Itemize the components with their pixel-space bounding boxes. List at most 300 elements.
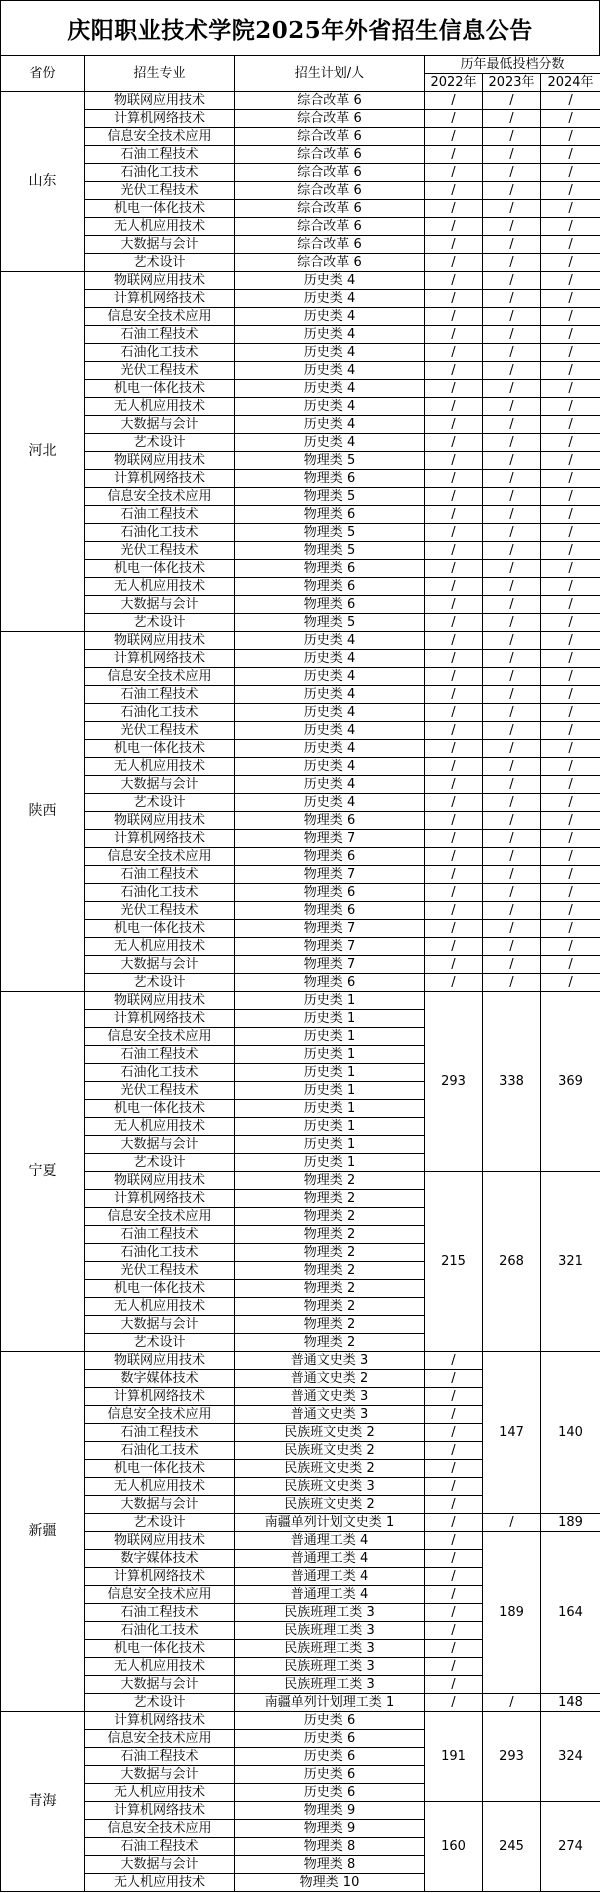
plan-category: 历史类 xyxy=(303,669,343,684)
table-row xyxy=(1,524,600,542)
score-2024: / xyxy=(541,236,600,254)
score-2023: / xyxy=(483,344,541,362)
table-row xyxy=(1,758,600,776)
plan-count: 6 xyxy=(346,849,356,864)
plan-text xyxy=(235,364,424,377)
plan-cell xyxy=(235,452,425,470)
major-cell: 信息安全技术应用 xyxy=(85,128,235,146)
plan-category: 民族班理工类 xyxy=(284,1623,363,1638)
plan-text xyxy=(235,1624,424,1637)
score-2024: / xyxy=(541,758,600,776)
plan-category: 历史类 xyxy=(303,1785,343,1800)
plan-text xyxy=(235,1876,424,1889)
plan-cell xyxy=(235,1730,425,1748)
score-2022: / xyxy=(425,416,483,434)
table-row xyxy=(1,362,600,380)
plan-cell xyxy=(235,1460,425,1478)
score-2022: / xyxy=(425,614,483,632)
plan-text xyxy=(235,1768,424,1781)
major-cell: 计算机网络技术 xyxy=(85,470,235,488)
plan-text xyxy=(235,310,424,323)
major-cell: 无人机应用技术 xyxy=(85,758,235,776)
plan-cell xyxy=(235,1424,425,1442)
plan-cell xyxy=(235,812,425,830)
major-cell: 计算机网络技术 xyxy=(85,830,235,848)
plan-text xyxy=(235,814,424,827)
plan-cell xyxy=(235,794,425,812)
plan-cell xyxy=(235,218,425,236)
plan-category: 物理类 xyxy=(303,1227,343,1242)
score-2022: / xyxy=(425,1694,483,1712)
major-cell: 信息安全技术应用 xyxy=(85,308,235,326)
plan-text xyxy=(235,976,424,989)
plan-category: 历史类 xyxy=(303,1731,343,1746)
plan-text xyxy=(235,148,424,161)
plan-text xyxy=(235,958,424,971)
plan-category: 物理类 xyxy=(303,903,343,918)
plan-text xyxy=(235,472,424,485)
plan-text xyxy=(235,1300,424,1313)
score-2024: / xyxy=(541,200,600,218)
plan-count: 6 xyxy=(346,903,356,918)
plan-cell xyxy=(235,1226,425,1244)
header-year-2022: 2022年 xyxy=(425,74,483,92)
plan-cell xyxy=(235,380,425,398)
plan-text xyxy=(235,760,424,773)
plan-count: 1 xyxy=(346,1155,356,1170)
province-cell: 陕西 xyxy=(1,632,85,992)
score-2023: / xyxy=(483,848,541,866)
major-cell: 信息安全技术应用 xyxy=(85,1820,235,1838)
score-2024: / xyxy=(541,830,600,848)
plan-text xyxy=(235,1192,424,1205)
plan-text xyxy=(235,688,424,701)
plan-count: 5 xyxy=(346,489,356,504)
plan-count: 3 xyxy=(359,1389,369,1404)
plan-cell xyxy=(235,866,425,884)
plan-text xyxy=(235,1030,424,1043)
table-row xyxy=(1,452,600,470)
plan-count: 2 xyxy=(346,1263,356,1278)
plan-cell xyxy=(235,1604,425,1622)
score-2022: / xyxy=(425,596,483,614)
score-2024: / xyxy=(541,290,600,308)
plan-cell xyxy=(235,272,425,290)
plan-count: 4 xyxy=(346,777,356,792)
score-2023: / xyxy=(483,506,541,524)
score-2022: / xyxy=(425,812,483,830)
major-cell: 无人机应用技术 xyxy=(85,218,235,236)
plan-cell xyxy=(235,1874,425,1892)
score-2023: / xyxy=(483,488,541,506)
plan-category: 历史类 xyxy=(303,1749,343,1764)
plan-text xyxy=(235,1102,424,1115)
province-cell: 宁夏 xyxy=(1,992,85,1352)
plan-count: 4 xyxy=(359,1551,369,1566)
plan-cell xyxy=(235,974,425,992)
major-cell: 石油工程技术 xyxy=(85,1046,235,1064)
plan-text xyxy=(235,490,424,503)
table-row xyxy=(1,902,600,920)
plan-text xyxy=(235,634,424,647)
plan-cell xyxy=(235,1154,425,1172)
plan-cell xyxy=(235,254,425,272)
major-cell: 石油化工技术 xyxy=(85,1622,235,1640)
plan-cell xyxy=(235,1694,425,1712)
major-cell: 无人机应用技术 xyxy=(85,938,235,956)
score-2022: / xyxy=(425,956,483,974)
table-row xyxy=(1,1172,600,1190)
score-2023: / xyxy=(483,920,541,938)
score-2024: / xyxy=(541,362,600,380)
plan-cell xyxy=(235,1586,425,1604)
plan-cell xyxy=(235,1478,425,1496)
plan-text xyxy=(235,562,424,575)
plan-count: 2 xyxy=(346,1227,356,1242)
plan-category: 历史类 xyxy=(303,399,343,414)
major-cell: 石油工程技术 xyxy=(85,1226,235,1244)
score-2022: / xyxy=(425,686,483,704)
major-cell: 计算机网络技术 xyxy=(85,650,235,668)
plan-cell xyxy=(235,290,425,308)
major-cell: 石油工程技术 xyxy=(85,506,235,524)
table-row xyxy=(1,920,600,938)
score-2022: / xyxy=(425,128,483,146)
score-2024: 324 xyxy=(541,1712,600,1802)
score-2023: 293 xyxy=(483,1712,541,1802)
score-2022: / xyxy=(425,974,483,992)
plan-cell xyxy=(235,1820,425,1838)
score-2024: / xyxy=(541,938,600,956)
score-2024: / xyxy=(541,956,600,974)
score-2022: / xyxy=(425,722,483,740)
plan-category: 物理类 xyxy=(303,597,343,612)
score-2022: / xyxy=(425,1352,483,1370)
plan-count: 6 xyxy=(353,237,362,252)
plan-text xyxy=(235,1066,424,1079)
plan-count: 3 xyxy=(366,1623,375,1638)
score-2023: / xyxy=(483,758,541,776)
plan-text xyxy=(235,1804,424,1817)
table-row xyxy=(1,128,600,146)
score-2022: / xyxy=(425,506,483,524)
score-2022: / xyxy=(425,884,483,902)
score-2022: / xyxy=(425,776,483,794)
score-2023: / xyxy=(483,290,541,308)
plan-count: 2 xyxy=(346,1335,356,1350)
plan-cell xyxy=(235,542,425,560)
table-row xyxy=(1,308,600,326)
plan-cell xyxy=(235,1406,425,1424)
plan-text xyxy=(235,886,424,899)
plan-text xyxy=(235,220,424,233)
score-2022: / xyxy=(425,470,483,488)
score-2024: / xyxy=(541,416,600,434)
plan-category: 历史类 xyxy=(303,1713,343,1728)
plan-count: 4 xyxy=(346,723,356,738)
major-cell: 石油工程技术 xyxy=(85,1424,235,1442)
major-cell: 艺术设计 xyxy=(85,434,235,452)
plan-text xyxy=(235,1732,424,1745)
score-2024: 369 xyxy=(541,992,600,1172)
score-2022: / xyxy=(425,866,483,884)
score-2022: / xyxy=(425,1424,483,1442)
score-2022: / xyxy=(425,1460,483,1478)
score-2023: / xyxy=(483,326,541,344)
plan-count: 4 xyxy=(346,291,356,306)
major-cell: 艺术设计 xyxy=(85,614,235,632)
score-2023: / xyxy=(483,578,541,596)
plan-text xyxy=(235,454,424,467)
plan-cell xyxy=(235,1010,425,1028)
plan-text xyxy=(235,1048,424,1061)
plan-cell xyxy=(235,1712,425,1730)
plan-text xyxy=(235,850,424,863)
score-2024: 274 xyxy=(541,1802,600,1892)
score-2024: 148 xyxy=(541,1694,600,1712)
plan-text xyxy=(235,292,424,305)
plan-cell xyxy=(235,1748,425,1766)
score-2023: / xyxy=(483,596,541,614)
plan-count: 1 xyxy=(346,1119,356,1134)
plan-cell xyxy=(235,200,425,218)
score-2022: / xyxy=(425,1514,483,1532)
table-row xyxy=(1,218,600,236)
score-2024: / xyxy=(541,974,600,992)
score-2022: / xyxy=(425,1388,483,1406)
plan-text xyxy=(235,1678,424,1691)
score-2022: / xyxy=(425,1676,483,1694)
plan-category: 民族班文史类 xyxy=(284,1497,363,1512)
plan-text xyxy=(235,1786,424,1799)
plan-category: 历史类 xyxy=(303,417,343,432)
plan-category: 民族班文史类 xyxy=(284,1425,363,1440)
plan-text xyxy=(235,580,424,593)
table-row xyxy=(1,200,600,218)
plan-count: 1 xyxy=(346,1101,356,1116)
score-2023: / xyxy=(483,452,541,470)
plan-count: 6 xyxy=(353,111,362,126)
plan-category: 历史类 xyxy=(303,273,343,288)
plan-count: 7 xyxy=(346,957,356,972)
plan-count: 6 xyxy=(346,885,356,900)
plan-cell xyxy=(235,128,425,146)
major-cell: 计算机网络技术 xyxy=(85,110,235,128)
table-row xyxy=(1,884,600,902)
plan-cell xyxy=(235,740,425,758)
plan-text xyxy=(235,1120,424,1133)
major-cell: 无人机应用技术 xyxy=(85,578,235,596)
major-cell: 物联网应用技术 xyxy=(85,1352,235,1370)
plan-text xyxy=(235,94,424,107)
major-cell: 艺术设计 xyxy=(85,254,235,272)
score-2024: 164 xyxy=(541,1532,600,1694)
major-cell: 石油化工技术 xyxy=(85,1244,235,1262)
plan-count: 3 xyxy=(366,1479,375,1494)
score-2024: / xyxy=(541,272,600,290)
plan-text xyxy=(235,1084,424,1097)
plan-cell xyxy=(235,1118,425,1136)
plan-text xyxy=(235,1642,424,1655)
plan-cell xyxy=(235,1244,425,1262)
plan-text xyxy=(235,1228,424,1241)
score-2022: / xyxy=(425,326,483,344)
plan-cell xyxy=(235,1658,425,1676)
plan-text xyxy=(235,1264,424,1277)
plan-cell xyxy=(235,416,425,434)
plan-category: 历史类 xyxy=(303,687,343,702)
score-2022: / xyxy=(425,1406,483,1424)
plan-text xyxy=(235,616,424,629)
major-cell: 大数据与会计 xyxy=(85,956,235,974)
plan-category: 民族班文史类 xyxy=(284,1443,363,1458)
score-2023: / xyxy=(483,884,541,902)
score-2024: / xyxy=(541,380,600,398)
plan-cell xyxy=(235,560,425,578)
table-row xyxy=(1,686,600,704)
score-2023: 245 xyxy=(483,1802,541,1892)
plan-text xyxy=(235,724,424,737)
plan-category: 物理类 xyxy=(303,471,343,486)
plan-count: 4 xyxy=(346,687,356,702)
page-title: 庆阳职业技术学院2025年外省招生信息公告 xyxy=(0,0,600,56)
plan-count: 2 xyxy=(346,1299,356,1314)
major-cell: 艺术设计 xyxy=(85,1154,235,1172)
plan-category: 历史类 xyxy=(303,327,343,342)
plan-category: 物理类 xyxy=(303,1857,343,1872)
score-2023: / xyxy=(483,650,541,668)
score-2024: 140 xyxy=(541,1352,600,1514)
plan-count: 3 xyxy=(366,1605,375,1620)
plan-count: 1 xyxy=(346,1047,356,1062)
major-cell: 大数据与会计 xyxy=(85,1316,235,1334)
plan-category: 物理类 xyxy=(303,579,343,594)
major-cell: 艺术设计 xyxy=(85,1694,235,1712)
plan-count: 4 xyxy=(346,669,356,684)
major-cell: 大数据与会计 xyxy=(85,1496,235,1514)
major-cell: 计算机网络技术 xyxy=(85,1388,235,1406)
plan-cell xyxy=(235,1388,425,1406)
table-row xyxy=(1,740,600,758)
score-2023: / xyxy=(483,794,541,812)
score-2024: / xyxy=(541,542,600,560)
score-2022: / xyxy=(425,1586,483,1604)
header-major: 招生专业 xyxy=(85,56,235,92)
major-cell: 大数据与会计 xyxy=(85,236,235,254)
plan-cell xyxy=(235,488,425,506)
plan-cell xyxy=(235,1766,425,1784)
major-cell: 大数据与会计 xyxy=(85,416,235,434)
table-row xyxy=(1,344,600,362)
plan-category: 综合改革 xyxy=(297,165,350,180)
score-2022: / xyxy=(425,848,483,866)
score-2022: 215 xyxy=(425,1172,483,1352)
score-2022: / xyxy=(425,1622,483,1640)
score-2023: / xyxy=(483,812,541,830)
plan-cell xyxy=(235,1280,425,1298)
score-2022: / xyxy=(425,308,483,326)
major-cell: 石油工程技术 xyxy=(85,1604,235,1622)
score-2023: / xyxy=(483,1514,541,1532)
plan-count: 6 xyxy=(346,561,356,576)
plan-count: 7 xyxy=(346,867,356,882)
plan-count: 7 xyxy=(346,831,356,846)
plan-cell xyxy=(235,326,425,344)
plan-text xyxy=(235,922,424,935)
major-cell: 物联网应用技术 xyxy=(85,992,235,1010)
score-2023: / xyxy=(483,560,541,578)
score-2023: / xyxy=(483,254,541,272)
plan-cell xyxy=(235,1802,425,1820)
plan-count: 2 xyxy=(366,1425,375,1440)
major-cell: 物联网应用技术 xyxy=(85,1172,235,1190)
major-cell: 计算机网络技术 xyxy=(85,1010,235,1028)
score-2022: 191 xyxy=(425,1712,483,1802)
plan-category: 物理类 xyxy=(303,939,343,954)
plan-count: 1 xyxy=(346,1011,356,1026)
plan-count: 6 xyxy=(353,219,362,234)
major-cell: 机电一体化技术 xyxy=(85,1640,235,1658)
plan-category: 普通理工类 xyxy=(290,1569,356,1584)
major-cell: 无人机应用技术 xyxy=(85,1118,235,1136)
plan-category: 历史类 xyxy=(303,309,343,324)
plan-category: 普通理工类 xyxy=(290,1587,356,1602)
admissions-table xyxy=(0,55,600,1892)
plan-text xyxy=(235,1840,424,1853)
plan-category: 综合改革 xyxy=(297,237,350,252)
score-2024: / xyxy=(541,128,600,146)
plan-category: 物理类 xyxy=(303,453,343,468)
plan-cell xyxy=(235,1028,425,1046)
table-row xyxy=(1,776,600,794)
score-2022: / xyxy=(425,1640,483,1658)
table-row xyxy=(1,974,600,992)
plan-count: 6 xyxy=(346,975,356,990)
major-cell: 物联网应用技术 xyxy=(85,272,235,290)
plan-text xyxy=(235,1498,424,1511)
plan-count: 4 xyxy=(346,345,356,360)
plan-cell xyxy=(235,992,425,1010)
plan-category: 物理类 xyxy=(303,615,343,630)
plan-category: 历史类 xyxy=(303,993,343,1008)
major-cell: 石油化工技术 xyxy=(85,524,235,542)
plan-count: 5 xyxy=(346,543,356,558)
plan-count: 6 xyxy=(353,255,362,270)
plan-category: 历史类 xyxy=(303,1083,343,1098)
plan-cell xyxy=(235,704,425,722)
header-plan: 招生计划/人 xyxy=(235,56,425,92)
score-2022: / xyxy=(425,1568,483,1586)
plan-category: 物理类 xyxy=(303,543,343,558)
table-row xyxy=(1,938,600,956)
plan-count: 7 xyxy=(346,939,356,954)
plan-cell xyxy=(235,902,425,920)
major-cell: 无人机应用技术 xyxy=(85,1478,235,1496)
plan-category: 历史类 xyxy=(303,1119,343,1134)
major-cell: 信息安全技术应用 xyxy=(85,1406,235,1424)
plan-text xyxy=(235,904,424,917)
plan-text xyxy=(235,508,424,521)
score-2024: / xyxy=(541,398,600,416)
plan-category: 物理类 xyxy=(303,1173,343,1188)
score-2023: / xyxy=(483,830,541,848)
score-2023: / xyxy=(483,668,541,686)
score-2023: / xyxy=(483,974,541,992)
plan-text xyxy=(235,832,424,845)
score-2022: / xyxy=(425,578,483,596)
plan-count: 4 xyxy=(359,1587,369,1602)
plan-count: 6 xyxy=(353,147,362,162)
